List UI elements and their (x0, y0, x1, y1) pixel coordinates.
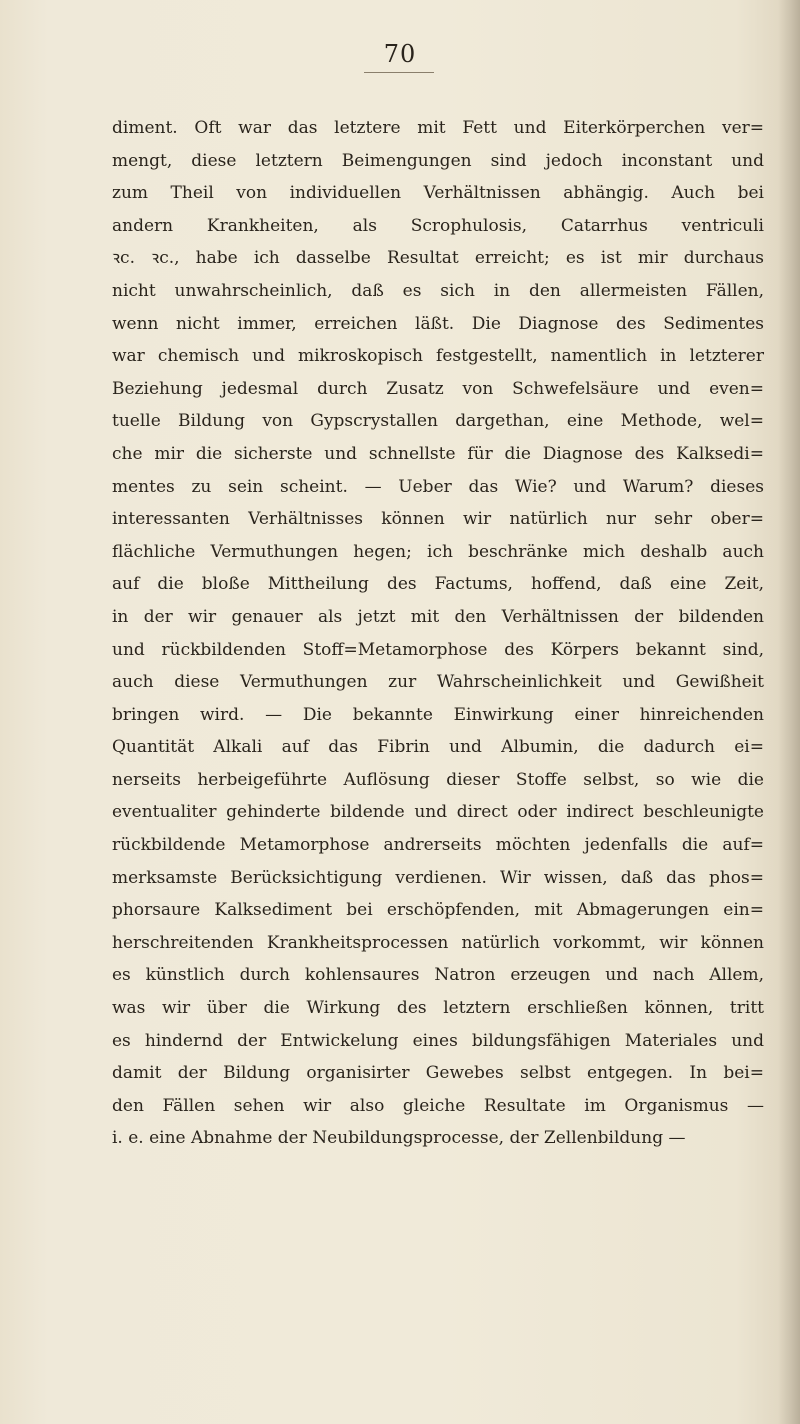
text-line: es hindernd der Entwickelung eines bildungsfähigen Materiales und (112, 1030, 764, 1051)
text-line: ꝛc. ꝛc., habe ich dasselbe Resultat erreicht; es ist mir durchaus (112, 248, 764, 269)
text-line: bringen wird. — Die bekannte Einwirkung einer hinreichenden (112, 704, 764, 725)
text-line: herschreitenden Krankheitsprocessen natürlich vorkommt, wir können (112, 932, 764, 953)
text-line: rückbildende Metamorphose andrerseits möchten jedenfalls die auf= (112, 835, 764, 856)
binding-shadow (778, 0, 800, 1424)
text-line: zum Theil von individuellen Verhältnissen abhängig. Auch bei (112, 183, 764, 204)
text-line: merksamste Berücksichtigung verdienen. Wir wissen, daß das phos= (112, 867, 764, 888)
text-line: es künstlich durch kohlensaures Natron erzeugen und nach Allem, (112, 965, 764, 986)
text-line: tuelle Bildung von Gypscrystallen dargethan, eine Methode, wel= (112, 411, 764, 432)
text-line: auf die bloße Mittheilung des Factums, hoffend, daß eine Zeit, (112, 574, 764, 595)
text-line: was wir über die Wirkung des letztern erschließen können, tritt (112, 998, 764, 1019)
text-line: damit der Bildung organisirter Gewebes selbst entgegen. In bei= (112, 1063, 764, 1084)
text-line: interessanten Verhältnisses können wir natürlich nur sehr ober= (112, 509, 764, 530)
text-line: eventualiter gehinderte bildende und direct oder indirect beschleunigte (112, 802, 764, 823)
text-line: nerseits herbeigeführte Auflösung dieser Stoffe selbst, so wie die (112, 769, 764, 790)
text-line: mengt, diese letztern Beimengungen sind jedoch inconstant und (112, 150, 764, 171)
text-line: mentes zu sein scheint. — Ueber das Wie? und Warum? dieses (112, 476, 764, 497)
text-line: phorsaure Kalksediment bei erschöpfenden, mit Abmagerungen ein= (112, 900, 764, 921)
text-line: wenn nicht immer, erreichen läßt. Die Diagnose des Sedimentes (112, 313, 764, 334)
text-line: den Fällen sehen wir also gleiche Resultate im Organismus — (112, 1095, 764, 1116)
page-number: 70 (383, 40, 417, 68)
text-line: und rückbildenden Stoff=Metamorphose des Körpers bekannt sind, (112, 639, 764, 660)
text-line: diment. Oft war das letztere mit Fett und Eiterkörperchen ver= (112, 118, 764, 138)
body-text (112, 112, 764, 1155)
text-line: i. e. eine Abnahme der Neubildungsprocesse, der Zellenbildung — (112, 1128, 686, 1149)
text-line: Quantität Alkali auf das Fibrin und Albumin, die dadurch ei= (112, 737, 764, 758)
text-line: che mir die sicherste und schnellste für die Diagnose des Kalksedi= (112, 443, 764, 464)
text-line: auch diese Vermuthungen zur Wahrscheinlichkeit und Gewißheit (112, 672, 764, 693)
text-line: andern Krankheiten, als Scrophulosis, Catarrhus ventriculi (112, 215, 764, 236)
text-line: in der wir genauer als jetzt mit den Verhältnissen der bildenden (112, 606, 764, 627)
text-line: Beziehung jedesmal durch Zusatz von Schwefelsäure und even= (112, 378, 764, 399)
text-line: war chemisch und mikroskopisch festgestellt, namentlich in letzterer (112, 346, 764, 367)
text-line: nicht unwahrscheinlich, daß es sich in den allermeisten Fällen, (112, 280, 764, 301)
header-rule (364, 72, 434, 73)
text-line: flächliche Vermuthungen hegen; ich beschränke mich deshalb auch (112, 541, 764, 562)
